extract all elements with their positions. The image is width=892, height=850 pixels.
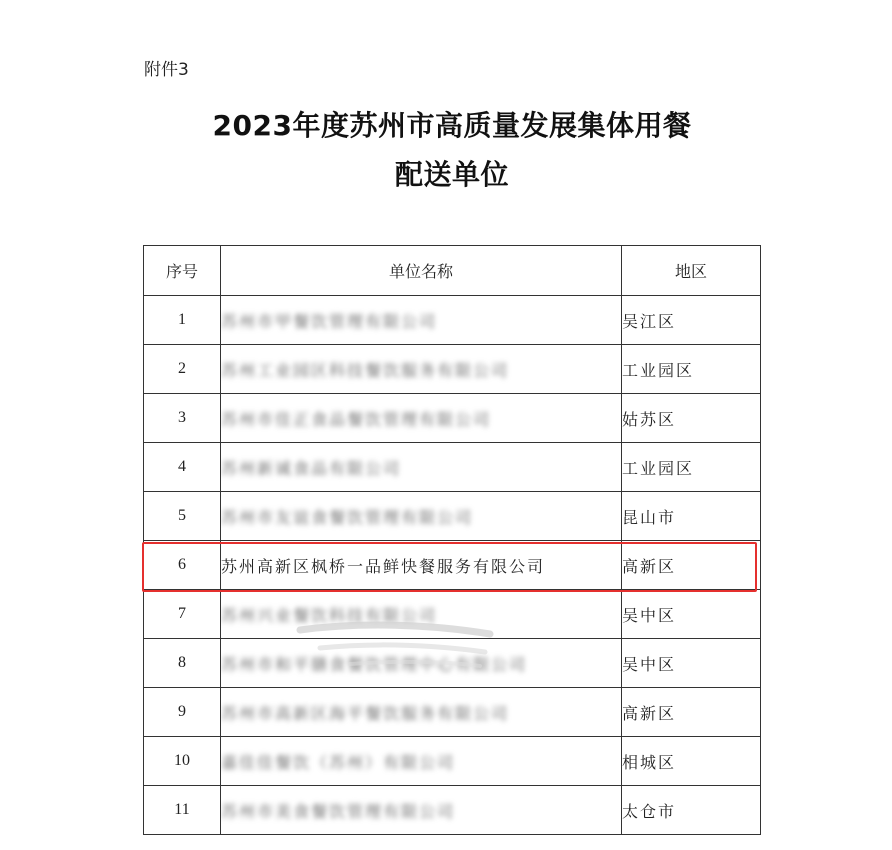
table-row	[144, 394, 761, 443]
row-region: 高新区	[622, 541, 761, 590]
unit-name-text: 苏州市和平膳食餐饮管理中心有限公司	[221, 654, 528, 674]
row-region: 吴中区	[622, 590, 761, 639]
row-region: 高新区	[622, 688, 761, 737]
header-seq: 序号	[144, 246, 221, 296]
table-row	[144, 737, 761, 786]
row-unit-name	[221, 443, 622, 492]
unit-name-text: 苏州工业园区科技餐饮服务有限公司	[221, 360, 510, 380]
row-seq: 11	[144, 786, 221, 835]
table-row	[144, 492, 761, 541]
row-seq: 7	[144, 590, 221, 639]
row-unit-name	[221, 688, 622, 737]
row-seq: 3	[144, 394, 221, 443]
unit-name-text: 苏州市高新区海平餐饮服务有限公司	[221, 703, 510, 723]
row-seq: 8	[144, 639, 221, 688]
document-title-line2: 配送单位	[394, 158, 509, 191]
table-header-row	[144, 246, 761, 296]
table-row	[144, 345, 761, 394]
table-row	[144, 541, 761, 590]
row-region: 昆山市	[622, 492, 761, 541]
table-row	[144, 296, 761, 345]
row-seq: 5	[144, 492, 221, 541]
row-unit-name	[221, 296, 622, 345]
row-unit-name	[221, 590, 622, 639]
row-seq: 2	[144, 345, 221, 394]
unit-name-text: 嘉佳佳餐饮（苏州）有限公司	[221, 752, 456, 772]
unit-name-text: 苏州新诚食品有限公司	[221, 458, 402, 478]
table-row	[144, 590, 761, 639]
table-row	[144, 639, 761, 688]
table-row	[144, 443, 761, 492]
row-region: 工业园区	[622, 443, 761, 492]
row-seq: 6	[144, 541, 221, 590]
row-seq: 4	[144, 443, 221, 492]
document-title-line1: 2023年度苏州市高质量发展集体用餐	[212, 109, 692, 142]
row-seq: 1	[144, 296, 221, 345]
attachment-label: 附件3	[144, 60, 189, 80]
table-row	[144, 688, 761, 737]
header-name: 单位名称	[221, 246, 622, 296]
row-region: 姑苏区	[622, 394, 761, 443]
row-region: 相城区	[622, 737, 761, 786]
row-unit-name	[221, 394, 622, 443]
table-row	[144, 786, 761, 835]
row-unit-name	[221, 737, 622, 786]
row-region: 工业园区	[622, 345, 761, 394]
row-unit-name	[221, 541, 622, 590]
unit-name-text: 苏州高新区枫桥一品鲜快餐服务有限公司	[221, 556, 546, 576]
header-region: 地区	[622, 246, 761, 296]
row-unit-name	[221, 786, 622, 835]
row-unit-name	[221, 639, 622, 688]
row-region: 吴中区	[622, 639, 761, 688]
row-seq: 10	[144, 737, 221, 786]
row-region: 太仓市	[622, 786, 761, 835]
unit-name-text: 苏州市佳正食品餐饮管理有限公司	[221, 409, 492, 429]
unit-name-text: 苏州市友谊食餐饮管理有限公司	[221, 507, 474, 527]
unit-name-text: 苏州市美食餐饮管理有限公司	[221, 801, 456, 821]
row-region: 吴江区	[622, 296, 761, 345]
unit-name-text: 苏州兴业餐饮科技有限公司	[221, 605, 438, 625]
units-table	[143, 245, 761, 835]
row-unit-name	[221, 345, 622, 394]
row-seq: 9	[144, 688, 221, 737]
unit-name-text: 苏州市甲餐饮管理有限公司	[221, 311, 438, 331]
row-unit-name	[221, 492, 622, 541]
